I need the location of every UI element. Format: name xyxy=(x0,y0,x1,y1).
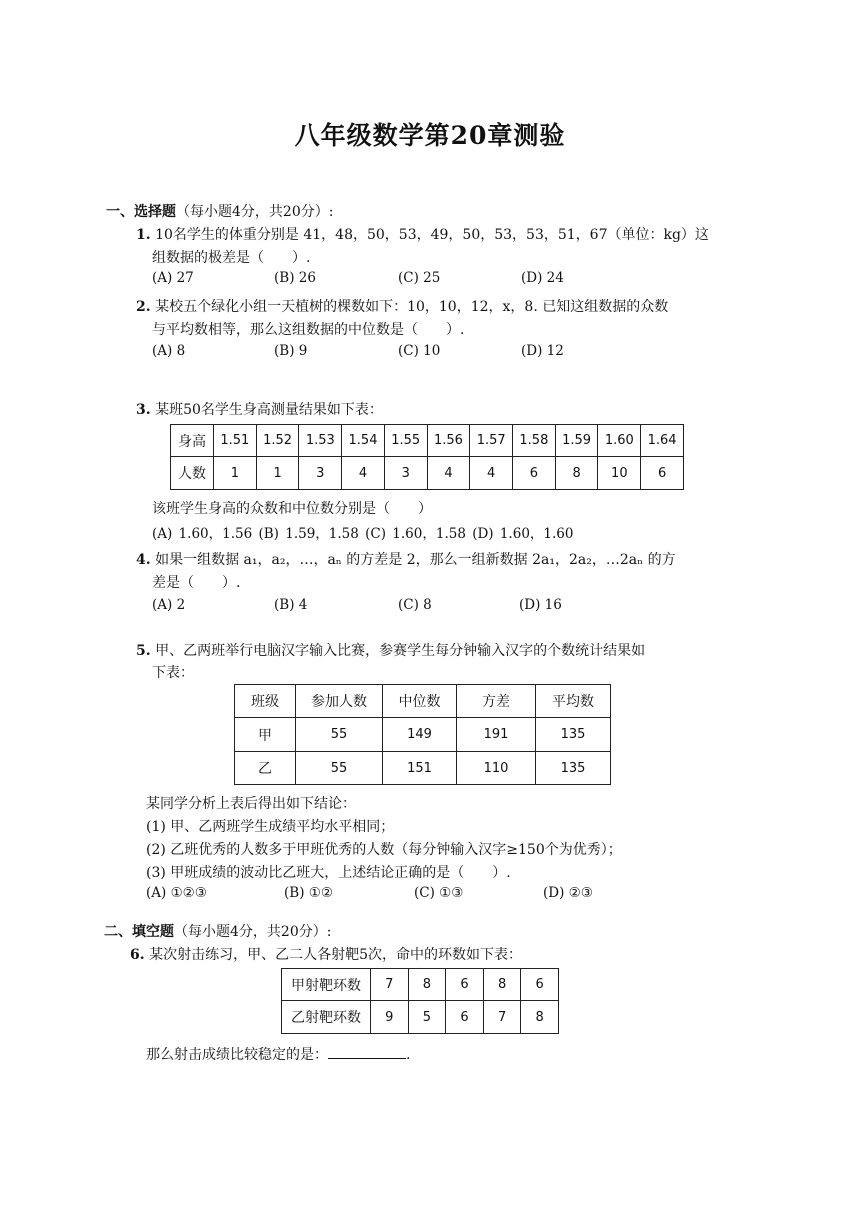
q1-option-c: (C) 25 xyxy=(398,270,441,286)
height-row xyxy=(171,425,684,457)
q4-line1: 4. 如果一组数据 a₁，a₂，…，aₙ 的方差是 2，那么一组新数据 2a₁，2a₂，…2aₙ 的方 xyxy=(136,552,676,568)
count-cell: 6 xyxy=(513,457,556,490)
section-2-heading xyxy=(104,921,331,941)
count-cell: 3 xyxy=(384,457,427,490)
q1-line1: 1. 10名学生的体重分别是 41，48，50，53，49，50，53，53，51，67（单位：kg）这 xyxy=(136,227,709,243)
q1-option-d: (D) 24 xyxy=(521,270,564,286)
typing-cell: 55 xyxy=(296,752,383,785)
height-cell: 1.57 xyxy=(470,425,513,457)
section-2-label: 二、填空题 xyxy=(104,924,174,940)
shooting-cell: 6 xyxy=(446,1001,484,1034)
q6-line1: 6. 某次射击练习，甲、乙二人各射靶5次，命中的环数如下表： xyxy=(130,947,522,963)
q4-option-c: (C) 8 xyxy=(398,597,432,613)
count-cell: 4 xyxy=(427,457,470,490)
answer-blank[interactable] xyxy=(328,1044,406,1059)
height-cell: 1.64 xyxy=(641,425,684,457)
section-2-note: （每小题4分，共20分）: xyxy=(174,924,332,940)
count-cell: 6 xyxy=(641,457,684,490)
shooting-cell: 6 xyxy=(446,969,484,1001)
q5-option-b: (B) ①② xyxy=(284,885,333,901)
q1-option-a: (A) 27 xyxy=(152,270,194,286)
height-cell: 1.56 xyxy=(427,425,470,457)
height-cell: 1.58 xyxy=(513,425,556,457)
count-cell: 1 xyxy=(214,457,257,490)
height-cell: 1.59 xyxy=(555,425,598,457)
shooting-row-header: 甲射靶环数 xyxy=(282,969,371,1001)
typing-header-row xyxy=(235,685,611,718)
q5-conclusion-3: (3) 甲班成绩的波动比乙班大，上述结论正确的是（ ）. xyxy=(146,865,511,881)
q4-option-d: (D) 16 xyxy=(519,597,562,613)
page-title: 八年级数学第20章测验 xyxy=(294,121,566,150)
q3-options: (A) 1.60，1.56 (B) 1.59，1.58 (C) 1.60，1.58 (D) 1.60，1.60 xyxy=(152,526,574,542)
count-cell: 4 xyxy=(342,457,385,490)
shooting-cell: 7 xyxy=(371,969,409,1001)
height-cell: 1.52 xyxy=(256,425,299,457)
q5-line2: 下表： xyxy=(152,665,194,681)
q5-conclusion-2: (2) 乙班优秀的人数多于甲班优秀的人数（每分钟输入汉字≥150个为优秀）； xyxy=(146,842,622,858)
height-cell: 1.53 xyxy=(299,425,342,457)
q3-line2: 该班学生身高的众数和中位数分别是（ ） xyxy=(152,501,432,517)
q1-line2: 组数据的极差是（ ）. xyxy=(152,250,311,266)
q2-option-b: (B) 9 xyxy=(274,343,308,359)
shooting-cell: 8 xyxy=(521,1001,559,1034)
typing-row xyxy=(235,718,611,752)
shooting-table xyxy=(281,968,559,1034)
shooting-row-header: 乙射靶环数 xyxy=(282,1001,371,1034)
shooting-cell: 6 xyxy=(521,969,559,1001)
section-1-heading xyxy=(106,201,333,221)
typing-row xyxy=(235,752,611,785)
typing-cell: 149 xyxy=(383,718,457,752)
count-cell: 10 xyxy=(598,457,641,490)
q5-option-d: (D) ②③ xyxy=(543,885,593,901)
typing-cell: 乙 xyxy=(235,752,296,785)
typing-header-cell: 平均数 xyxy=(536,685,611,718)
height-row-header: 身高 xyxy=(171,425,214,457)
height-cell: 1.54 xyxy=(342,425,385,457)
q5-line3: 某同学分析上表后得出如下结论： xyxy=(146,796,356,812)
q2-line2: 与平均数相等，那么这组数据的中位数是（ ）. xyxy=(152,322,465,338)
q4-line2: 差是（ ）. xyxy=(152,575,241,591)
shooting-row xyxy=(282,1001,559,1034)
section-1-note: （每小题4分，共20分）: xyxy=(176,204,334,220)
height-cell: 1.60 xyxy=(598,425,641,457)
q2-option-c: (C) 10 xyxy=(398,343,441,359)
typing-cell: 甲 xyxy=(235,718,296,752)
count-row-header: 人数 xyxy=(171,457,214,490)
typing-cell: 151 xyxy=(383,752,457,785)
count-cell: 3 xyxy=(299,457,342,490)
shooting-cell: 5 xyxy=(408,1001,446,1034)
height-cell: 1.51 xyxy=(214,425,257,457)
q3-line1: 3. 某班50名学生身高测量结果如下表： xyxy=(136,402,383,418)
typing-cell: 191 xyxy=(457,718,536,752)
q2-line1: 2. 某校五个绿化小组一天植树的棵数如下：10，10，12，x，8. 已知这组数据的众数 xyxy=(136,299,669,315)
shooting-cell: 8 xyxy=(408,969,446,1001)
typing-cell: 135 xyxy=(536,752,611,785)
height-cell: 1.55 xyxy=(384,425,427,457)
q4-option-b: (B) 4 xyxy=(274,597,308,613)
q5-option-c: (C) ①③ xyxy=(414,885,464,901)
shooting-cell: 7 xyxy=(483,1001,521,1034)
q2-option-a: (A) 8 xyxy=(152,343,186,359)
typing-table xyxy=(234,684,611,785)
q5-line1: 5. 甲、乙两班举行电脑汉字输入比赛，参赛学生每分钟输入汉字的个数统计结果如 xyxy=(136,643,646,659)
shooting-cell: 8 xyxy=(483,969,521,1001)
q5-conclusion-1: (1) 甲、乙两班学生成绩平均水平相同； xyxy=(146,819,395,835)
typing-header-cell: 中位数 xyxy=(383,685,457,718)
typing-cell: 110 xyxy=(457,752,536,785)
q2-option-d: (D) 12 xyxy=(521,343,564,359)
count-cell: 1 xyxy=(256,457,299,490)
q5-option-a: (A) ①②③ xyxy=(146,885,207,901)
typing-cell: 55 xyxy=(296,718,383,752)
q1-option-b: (B) 26 xyxy=(274,270,316,286)
q6-line2: 那么射击成绩比较稳定的是： . xyxy=(146,1044,410,1064)
count-cell: 8 xyxy=(555,457,598,490)
shooting-row xyxy=(282,969,559,1001)
typing-cell: 135 xyxy=(536,718,611,752)
count-cell: 4 xyxy=(470,457,513,490)
section-1-label: 一、选择题 xyxy=(106,204,176,220)
typing-header-cell: 方差 xyxy=(457,685,536,718)
typing-header-cell: 参加人数 xyxy=(296,685,383,718)
height-table xyxy=(170,424,684,490)
typing-header-cell: 班级 xyxy=(235,685,296,718)
q4-option-a: (A) 2 xyxy=(152,597,186,613)
shooting-cell: 9 xyxy=(371,1001,409,1034)
count-row xyxy=(171,457,684,490)
